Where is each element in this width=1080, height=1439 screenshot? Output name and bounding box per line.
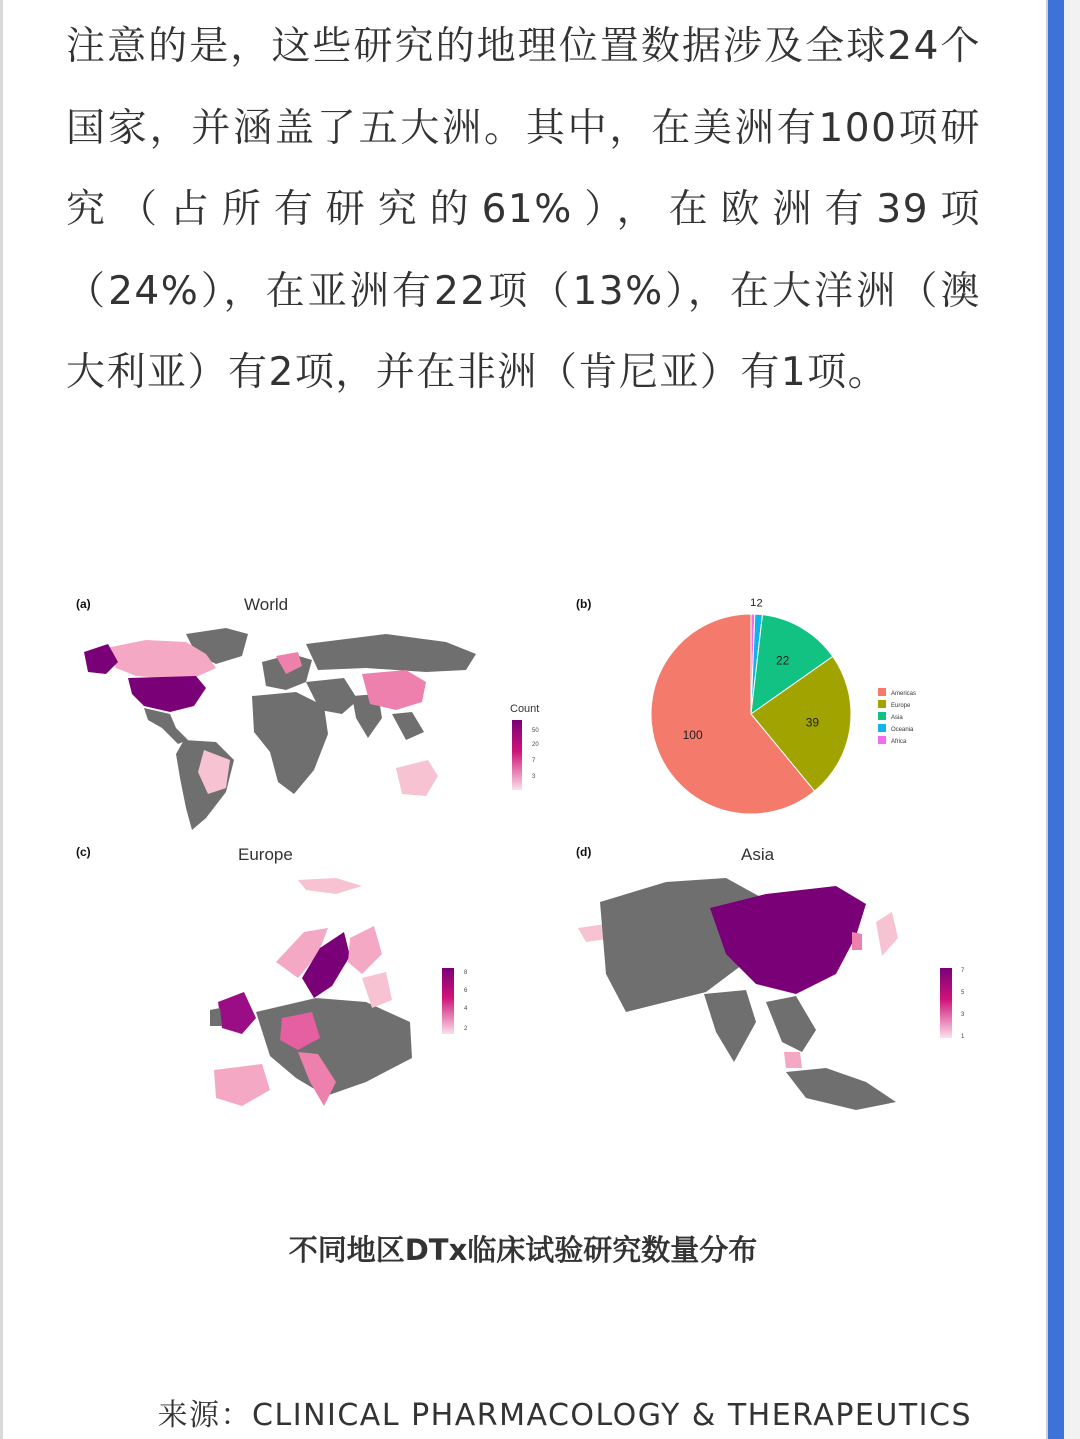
europe-uk <box>218 992 256 1034</box>
panel-c-tick: 4 <box>464 1006 468 1012</box>
europe-iceland <box>298 878 362 894</box>
panel-d-title: Asia <box>741 845 775 864</box>
panel-world-map <box>76 595 539 830</box>
europe-spain <box>214 1064 270 1106</box>
legend-label-americas: Americas <box>891 691 917 697</box>
legend-swatch-asia <box>878 712 886 720</box>
pie-legend <box>878 688 916 745</box>
panel-c-label: (c) <box>76 845 91 859</box>
scroll-accent-bar[interactable] <box>1048 0 1064 1439</box>
page-edge <box>1064 0 1080 1439</box>
panel-c-title: Europe <box>238 845 293 864</box>
asia-se <box>766 996 816 1052</box>
panel-a-tick: 50 <box>532 728 539 734</box>
legend-swatch-oceania <box>878 724 886 732</box>
figure-dtx-distribution <box>66 582 976 1127</box>
panel-d-label: (d) <box>576 845 592 859</box>
figure-caption: 不同地区DTx临床试验研究数量分布 <box>288 1233 758 1267</box>
panel-a-title: World <box>244 595 289 614</box>
source-credit: 来源：CLINICAL PHARMACOLOGY & THERAPEUTICS <box>157 1398 972 1433</box>
legend-label-africa: Africa <box>891 739 907 745</box>
panel-asia-map <box>576 845 965 1110</box>
panel-c-tick: 6 <box>464 988 468 994</box>
panel-d-colorbar <box>940 968 952 1038</box>
panel-b-label: (b) <box>576 597 592 611</box>
panel-d-tick: 5 <box>961 990 965 996</box>
panel-c-tick: 2 <box>464 1026 468 1032</box>
world-australia <box>396 760 438 796</box>
europe-ireland <box>210 1008 222 1026</box>
world-africa <box>252 692 328 794</box>
panel-a-colorbar <box>512 720 522 790</box>
panel-d-tick: 3 <box>961 1012 965 1018</box>
world-mexico-central <box>144 708 188 744</box>
figure-svg <box>66 582 976 1127</box>
world-se-asia <box>392 712 424 740</box>
pie-value-label: 39 <box>805 715 820 730</box>
panel-a-label: (a) <box>76 597 91 611</box>
asia-islands <box>786 1068 896 1110</box>
europe-finland <box>348 926 382 974</box>
pie-value-label: 100 <box>682 727 703 742</box>
panel-europe-map <box>76 845 468 1106</box>
panel-d-tick: 1 <box>961 1034 965 1040</box>
legend-label-europe: Europe <box>891 703 911 709</box>
article-paragraph: 注意的是，这些研究的地理位置数据涉及全球24个国家，并涵盖了五大洲。其中，在美洲有100项研究（占所有研究的61%），在欧洲有39项（24%），在亚洲有22项（13%），在大洋洲（澳大利亚）有2项，并在非洲（肯尼亚）有1项。 <box>66 24 981 395</box>
asia-singapore-malaysia <box>784 1052 802 1068</box>
asia-japan <box>876 912 898 956</box>
panel-c-colorbar <box>442 968 454 1034</box>
asia-china <box>710 886 866 994</box>
pie-value-label: 1 <box>750 597 757 610</box>
legend-label-oceania: Oceania <box>891 727 914 733</box>
pie-value-label: 2 <box>756 597 763 610</box>
legend-swatch-americas <box>878 688 886 696</box>
panel-c-tick: 8 <box>464 970 468 976</box>
legend-swatch-africa <box>878 736 886 744</box>
legend-swatch-europe <box>878 700 886 708</box>
pie-value-label: 22 <box>776 653 790 668</box>
asia-korea <box>852 932 862 950</box>
pie-slices <box>651 614 851 814</box>
panel-a-legend-title: Count <box>510 703 540 715</box>
panel-pie-chart <box>576 597 916 814</box>
asia-india <box>704 990 756 1062</box>
left-border <box>0 0 3 1439</box>
world-china <box>362 670 426 710</box>
panel-a-tick: 20 <box>532 742 539 748</box>
panel-a-tick: 7 <box>532 758 536 764</box>
legend-label-asia: Asia <box>891 715 903 721</box>
panel-d-tick: 7 <box>961 968 965 974</box>
panel-a-tick: 3 <box>532 774 536 780</box>
world-usa <box>128 676 206 712</box>
world-russia <box>306 634 476 672</box>
